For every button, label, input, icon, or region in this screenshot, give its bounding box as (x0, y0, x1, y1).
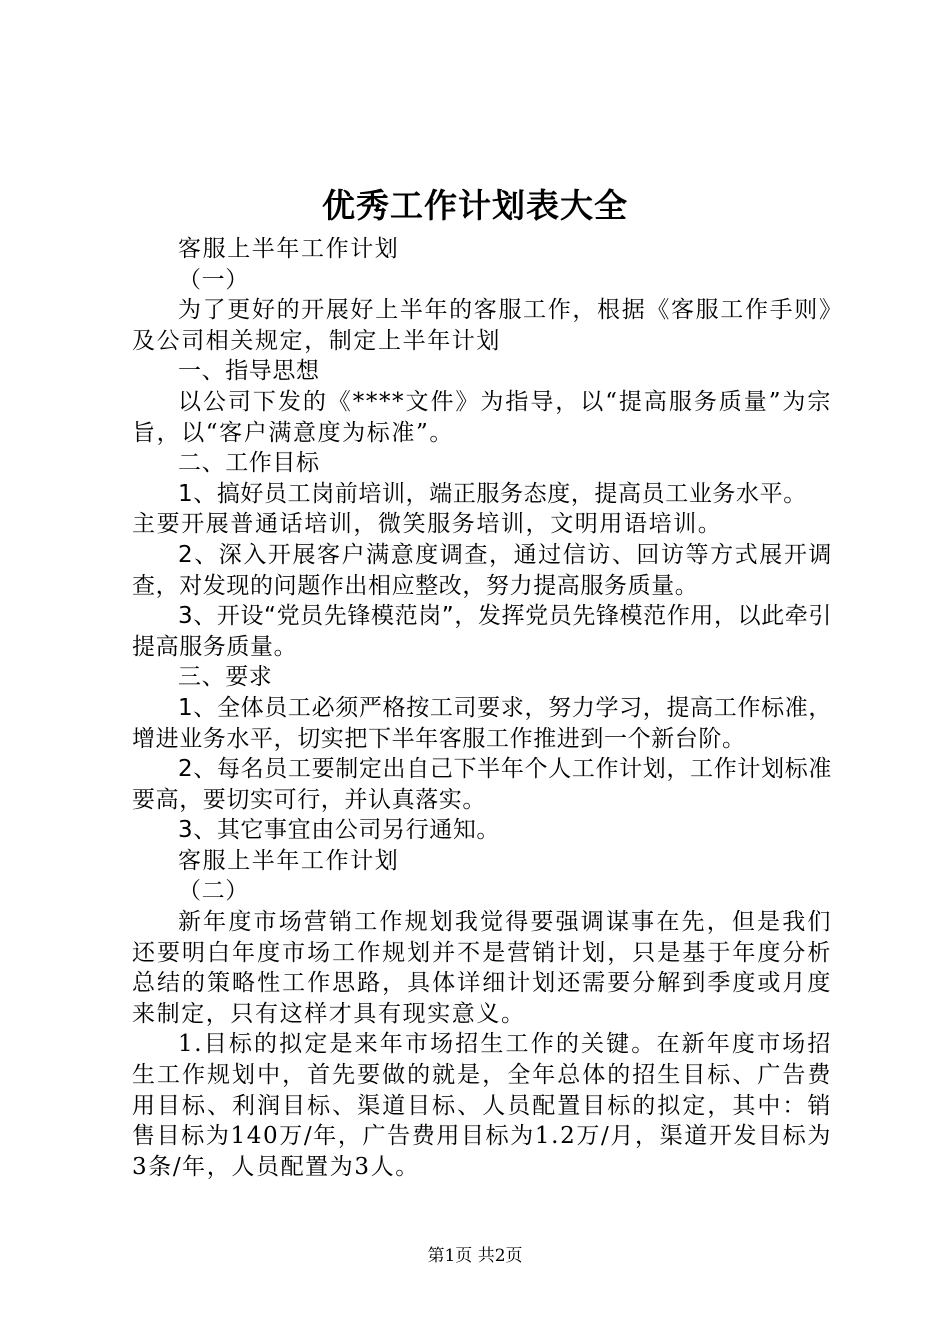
paragraph-requirement-3: 3、其它事宜由公司另行通知。 (178, 817, 501, 844)
document-body (132, 234, 832, 1182)
paragraph-requirement-1: 1、全体员工必须严格按工司要求，努力学习，提高工作标准，增进业务水平，切实把下半年客服工作推进到一个新台阶。 (132, 694, 832, 752)
paragraph-guiding-ideology: 以公司下发的《****文件》为指导，以“提高服务质量”为宗旨，以“客户满意度为标准”。 (132, 388, 832, 446)
paragraph-requirement-2: 2、每名员工要制定出自己下半年个人工作计划，工作计划标准要高，要切实可行，并认真落实。 (132, 756, 832, 813)
paragraph-goal-2: 2、深入开展客户满意度调查，通过信访、回访等方式展开调查，对发现的问题作出相应整改，努力提高服务质量。 (132, 541, 832, 599)
heading-guiding-ideology: 一、指导思想 (178, 358, 320, 385)
paragraph-goal-setting: 1.目标的拟定是来年市场招生工作的关键。在新年度市场招生工作规划中，首先要做的就是，全年总体的招生目标、广告费用目标、利润目标、渠道目标、人员配置目标的拟定，其中：销售目标为140万/年，广告费用目标为1.2万/月，渠道开发目标为3条/年，人员配置为3人。 (132, 1031, 832, 1180)
heading-requirements: 三、要求 (178, 664, 273, 691)
paragraph-intro-1: 为了更好的开展好上半年的客服工作，根据《客服工作手则》及公司相关规定，制定上半年计划 (132, 297, 832, 354)
section-heading-1: 客服上半年工作计划 (178, 236, 400, 262)
paragraph-goal-3: 3、开设“党员先锋模范岗”，发挥党员先锋模范作用，以此牵引提高服务质量。 (132, 603, 832, 660)
section-number-2: （二） (178, 878, 249, 905)
document-title: 优秀工作计划表大全 (322, 186, 628, 225)
section-number-1: （一） (178, 266, 249, 293)
paragraph-goal-1-detail: 主要开展普通话培训，微笑服务培训，文明用语培训。 (132, 511, 723, 538)
paragraph-marketing-plan: 新年度市场营销工作规划我觉得要强调谋事在先，但是我们还要明白年度市场工作规划并不是营销计划，只是基于年度分析总结的策略性工作思路，具体详细计划还需要分解到季度或月度来制定，只有这样才具有现实意义。 (132, 909, 832, 1027)
heading-work-goals: 二、工作目标 (178, 450, 320, 477)
page-footer: 第1页 共2页 (427, 1246, 523, 1266)
section-heading-2: 客服上半年工作计划 (178, 847, 400, 874)
paragraph-goal-1: 1、搞好员工岗前培训，端正服务态度，提高员工业务水平。 (178, 480, 807, 507)
